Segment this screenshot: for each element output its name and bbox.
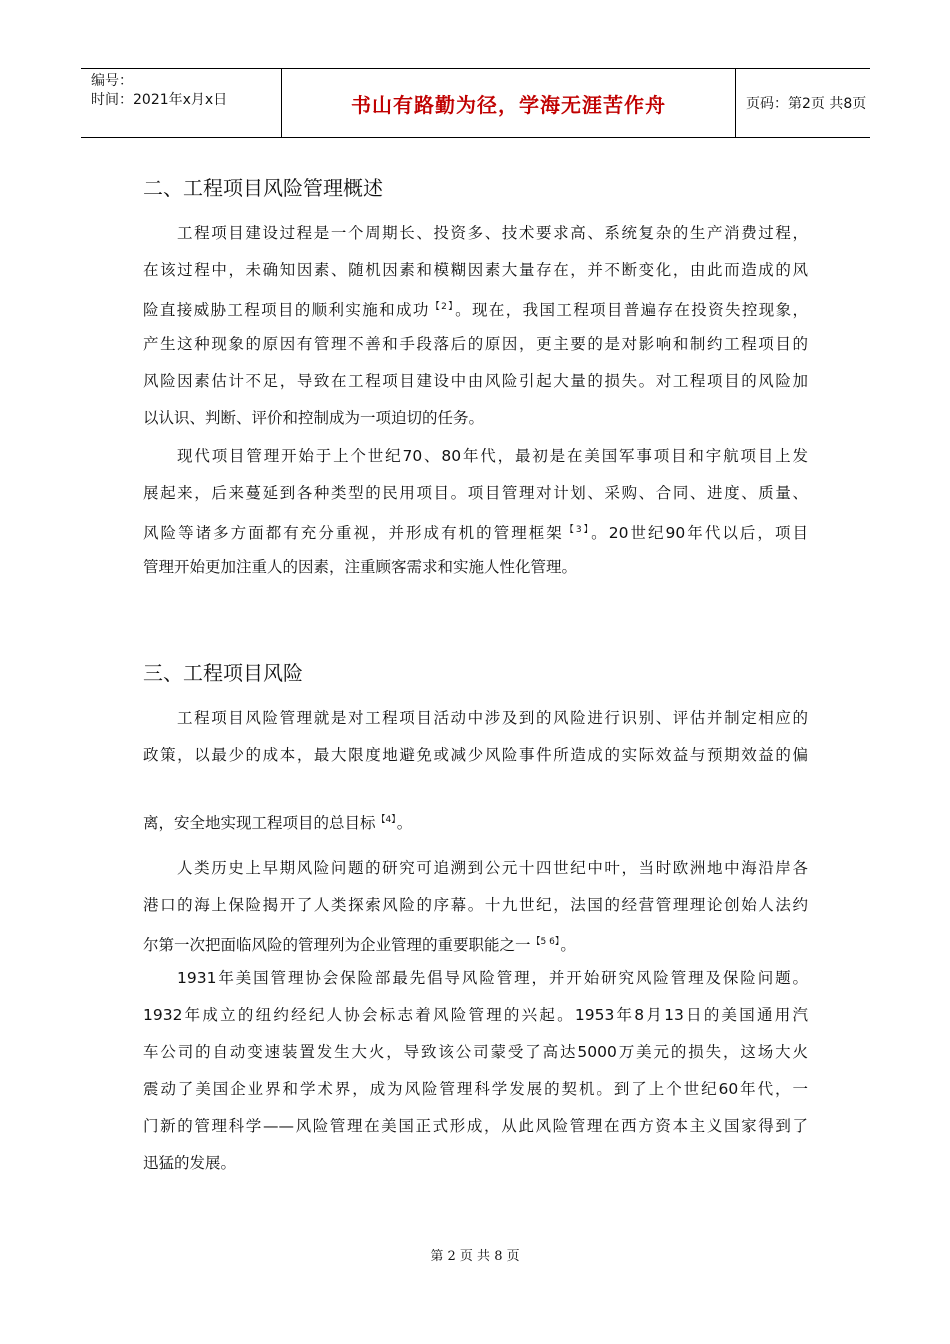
text-line: 以认识、判断、评价和控制成为一项迫切的任务。 <box>143 409 485 427</box>
text-line: 现代项目管理开始于上个世纪70、80年代，最初是在美国军事项目和宇航项目上发 <box>177 447 808 465</box>
text-line <box>143 289 808 326</box>
text-segment: 。 <box>396 814 413 832</box>
text-line: 车公司的自动变速装置发生大火，导致该公司蒙受了高达5000万美元的损失，这场大火 <box>143 1043 808 1061</box>
text-line: 港口的海上保险揭开了人类探索风险的序幕。十九世纪，法国的经营管理理论创始人法约 <box>143 896 808 914</box>
section-3-paragraph-1 <box>143 700 808 839</box>
text-line: 在该过程中，未确知因素、随机因素和模糊因素大量存在，并不断变化，由此而造成的风 <box>143 261 808 279</box>
text-segment: 。20世纪90年代以后，项目 <box>591 524 808 542</box>
section-3-paragraph-2 <box>143 850 808 961</box>
text-line: 工程项目建设过程是一个周期长、投资多、技术要求高、系统复杂的生产消费过程， <box>177 224 808 242</box>
text-line: 产生这种现象的原因有管理不善和手段落后的原因，更主要的是对影响和制约工程项目的 <box>143 335 808 353</box>
number-label: 编号： <box>91 73 133 89</box>
text-line <box>143 512 808 549</box>
header-motto-cell <box>282 69 736 137</box>
text-segment: 离，安全地实现工程项目的总目标 <box>143 814 376 832</box>
citation-ref: 【5 6】 <box>531 937 560 947</box>
text-segment: 。现在，我国工程项目普遍存在投资失控现象， <box>455 301 808 319</box>
text-line: 工程项目风险管理就是对工程项目活动中涉及到的风险进行识别、评估并制定相应的 <box>177 709 808 727</box>
text-segment: 。 <box>560 936 576 954</box>
section-2-title: 二、工程项目风险管理概述 <box>143 176 383 200</box>
text-line <box>143 924 808 961</box>
section-2-paragraph-1 <box>143 215 808 437</box>
text-line: 1932年成立的纽约经纪人协会标志着风险管理的兴起。1953年8月13日的美国通用汽 <box>143 1006 808 1024</box>
text-line: 展起来，后来蔓延到各种类型的民用项目。项目管理对计划、采购、合同、进度、质量、 <box>143 484 808 502</box>
section-2-paragraph-2 <box>143 438 808 586</box>
section-3-title: 三、工程项目风险 <box>143 661 303 685</box>
text-segment: 险直接威胁工程项目的顺利实施和成功 <box>143 301 430 319</box>
motto-text: 书山有路勤为径，学海无涯苦作舟 <box>351 92 666 117</box>
text-line: 1931年美国管理协会保险部最先倡导风险管理，并开始研究风险管理及保险问题。 <box>177 969 808 987</box>
header-info-cell <box>81 69 282 137</box>
section-3-paragraph-3 <box>143 960 808 1182</box>
citation-ref: 【2】 <box>430 302 455 312</box>
date-label: 时间：2021年x月x日 <box>91 92 228 108</box>
text-line: 迅猛的发展。 <box>143 1154 237 1172</box>
header-page-cell <box>736 69 870 137</box>
text-line: 管理开始更加注重人的因素，注重顾客需求和实施人性化管理。 <box>143 558 578 576</box>
citation-ref: 【3】 <box>564 525 591 535</box>
page-header <box>81 68 870 138</box>
text-line: 震动了美国企业界和学术界，成为风险管理科学发展的契机。到了上个世纪60年代，一 <box>143 1080 808 1098</box>
text-line: 风险因素估计不足，导致在工程项目建设中由风险引起大量的损失。对工程项目的风险加 <box>143 372 808 390</box>
text-line: 政策，以最少的成本，最大限度地避免或减少风险事件所造成的实际效益与预期效益的偏 <box>143 746 808 764</box>
text-segment: 尔第一次把面临风险的管理列为企业管理的重要职能之一 <box>143 936 531 954</box>
text-line <box>143 802 808 839</box>
text-line: 人类历史上早期风险问题的研究可追溯到公元十四世纪中叶，当时欧洲地中海沿岸各 <box>177 859 808 877</box>
citation-ref: 【4】 <box>376 815 396 825</box>
text-line: 门新的管理科学——风险管理在美国正式形成，从此风险管理在西方资本主义国家得到了 <box>143 1117 808 1135</box>
page-footer: 第 2 页 共 8 页 <box>430 1249 520 1264</box>
page-label: 页码：第2页 共8页 <box>746 96 867 112</box>
text-segment: 风险等诸多方面都有充分重视，并形成有机的管理框架 <box>143 524 564 542</box>
